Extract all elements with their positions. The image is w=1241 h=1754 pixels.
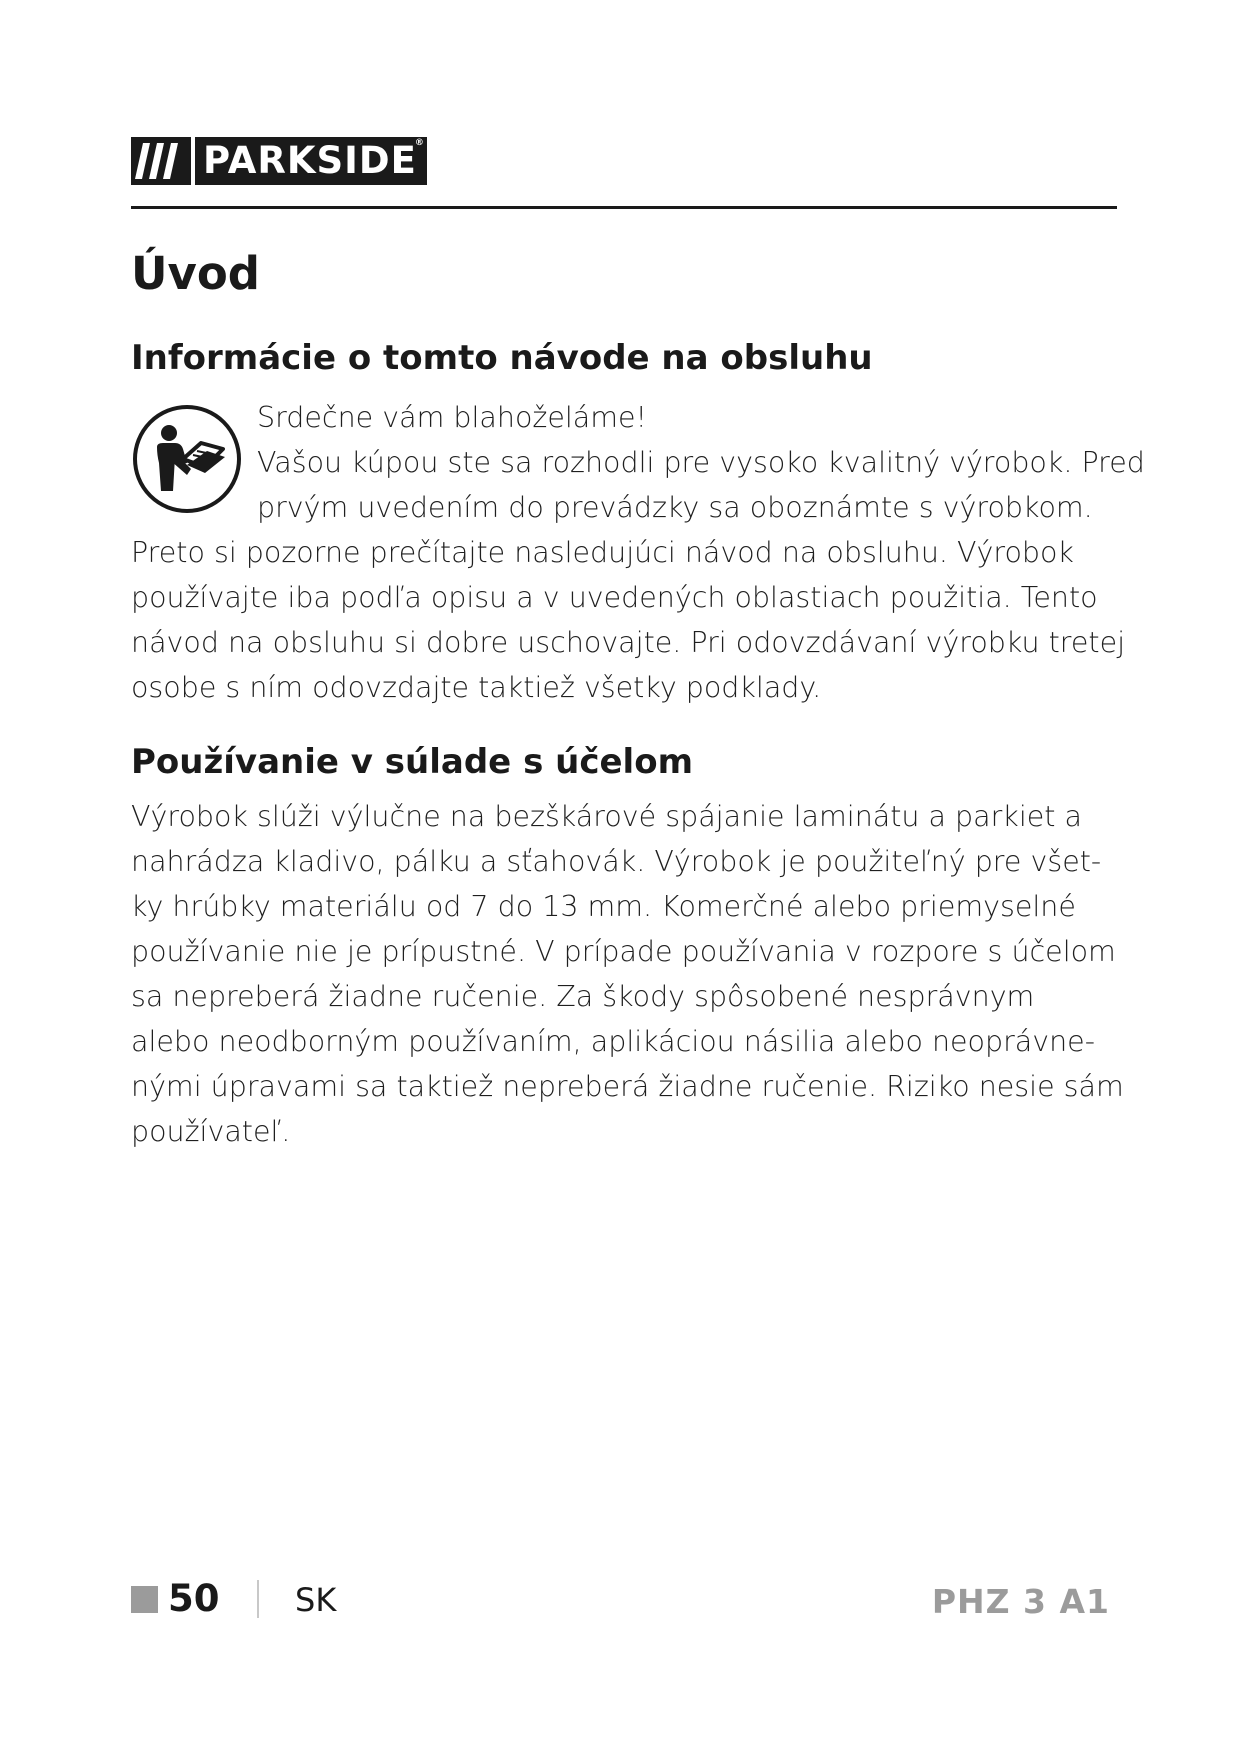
page-title: Úvod: [131, 247, 261, 300]
text-line: alebo neodborným používaním, aplikáciou násilia alebo neoprávne-: [131, 1025, 1096, 1058]
text-line: používajte iba podľa opisu a v uvedených oblastiach použitia. Tento: [131, 581, 1098, 614]
brand-name: PARKSIDE: [203, 139, 417, 182]
section-title-manual-info: Informácie o tomto návode na obsluhu: [131, 338, 873, 378]
text-line: sa nepreberá žiadne ručenie. Za škody spôsobené nesprávnym: [131, 980, 1035, 1013]
text-line: Výrobok slúži výlučne na bezškárové spájanie laminátu a parkiet a: [131, 800, 1082, 833]
text-line: nahrádza kladivo, pálku a sťahovák. Výrobok je použiteľný pre všet-: [131, 845, 1102, 878]
parkside-logo: [131, 137, 427, 185]
text-line: Preto si pozorne prečítajte nasledujúci návod na obsluhu. Výrobok: [131, 536, 1074, 569]
model-number: PHZ 3 A1: [931, 1582, 1110, 1621]
footer-separator: [257, 1580, 259, 1618]
text-line: prvým uvedením do prevádzky sa oboznámte s výrobkom.: [257, 491, 1093, 524]
language-code: SK: [295, 1581, 337, 1619]
logo-wordmark: [195, 137, 427, 185]
intended-use-paragraph: [131, 794, 1124, 1154]
text-line: osobe s ním odovzdajte taktiež všetky podklady.: [131, 671, 822, 704]
registered-mark: ®: [414, 138, 425, 148]
intro-paragraph-indented: [257, 395, 1145, 530]
text-line: ky hrúbky materiálu od 7 do 13 mm. Komerčné alebo priemyselné: [131, 890, 1076, 923]
section-title-intended-use: Používanie v súlade s účelom: [131, 742, 693, 782]
text-line: nými úpravami sa taktiež nepreberá žiadne ručenie. Riziko nesie sám: [131, 1070, 1124, 1103]
logo-stripes-icon: [131, 137, 191, 185]
text-line: návod na obsluhu si dobre uschovajte. Pri odovzdávaní výrobku tretej: [131, 626, 1126, 659]
page-number: 50: [168, 1577, 220, 1620]
header-rule: [131, 206, 1117, 209]
footer-square-marker: [131, 1586, 158, 1613]
text-line: Srdečne vám blahoželáme!: [257, 401, 647, 434]
read-manual-icon: [131, 403, 243, 515]
text-line: Vašou kúpou ste sa rozhodli pre vysoko kvalitný výrobok. Pred: [257, 446, 1145, 479]
text-line: používanie nie je prípustné. V prípade používania v rozpore s účelom: [131, 935, 1116, 968]
intro-paragraph: [131, 530, 1125, 710]
text-line: používateľ.: [131, 1115, 291, 1148]
